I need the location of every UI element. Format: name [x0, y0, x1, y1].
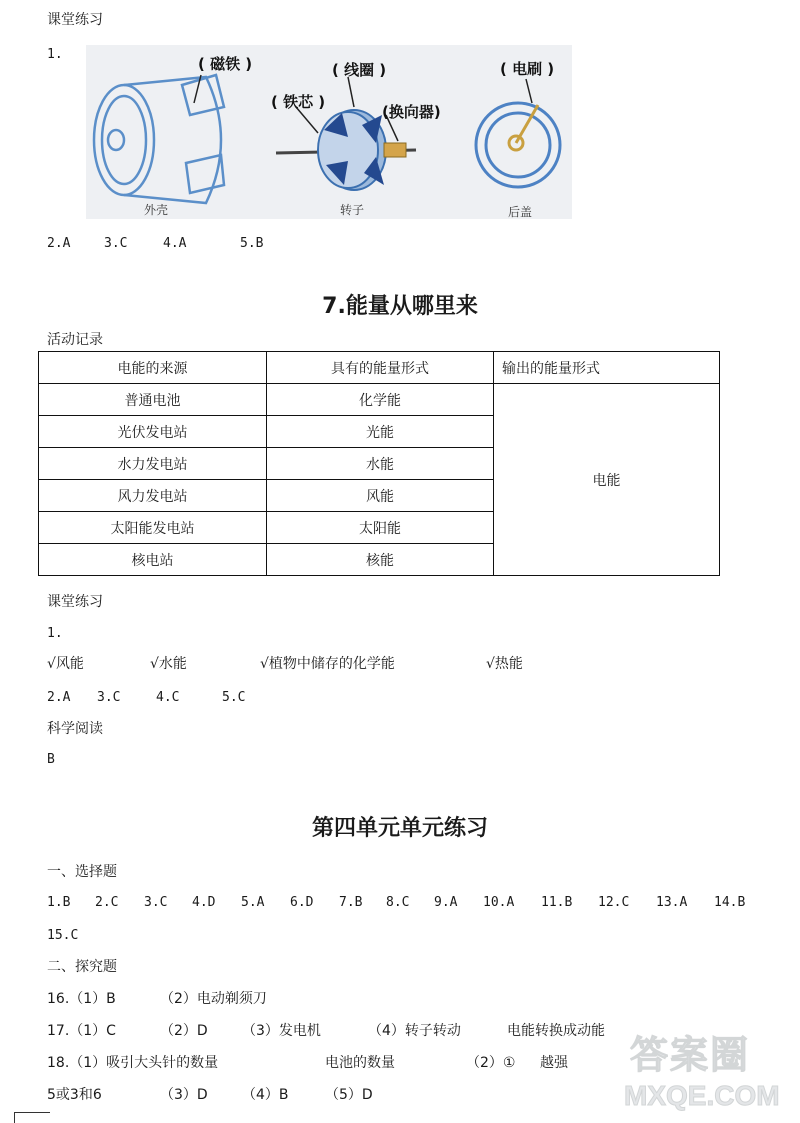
answer-17: （4）转子转动 — [368, 1023, 461, 1039]
answer: 3.C — [104, 236, 128, 251]
motor-figure — [86, 45, 572, 219]
answer-17: 电能转换成动能 — [507, 1023, 605, 1039]
caption-shell: 外壳 — [144, 203, 169, 217]
question-number: 1. — [47, 626, 63, 641]
answer-18-continued: （4）B — [242, 1087, 289, 1103]
energy-source-table — [38, 351, 720, 576]
answer: 2.A — [47, 690, 71, 705]
table-cell: 光能 — [267, 416, 494, 448]
section-header: 科学阅读 — [47, 721, 103, 737]
part-heading: 一、选择题 — [47, 864, 117, 880]
table-cell: 核电站 — [39, 544, 267, 576]
table-cell: 化学能 — [267, 384, 494, 416]
check-answer: √热能 — [486, 656, 523, 672]
answer-18-continued: （3）D — [160, 1087, 208, 1103]
answer-17: （3）发电机 — [242, 1023, 321, 1039]
choice-answer: 15.C — [47, 928, 79, 943]
table-cell: 水能 — [267, 448, 494, 480]
answer: 2.A — [47, 236, 71, 251]
check-answer: √风能 — [47, 656, 84, 672]
caption-rotor: 转子 — [340, 203, 365, 217]
answer: 4.C — [156, 690, 180, 705]
page-corner-mark — [14, 1112, 15, 1123]
choice-answer: 1.B — [47, 895, 71, 910]
answer-18: （2）① — [466, 1055, 516, 1071]
answer-16: （2）电动剃须刀 — [160, 991, 267, 1007]
output-energy-cell: 电能 — [494, 384, 720, 576]
table-header: 电能的来源 — [39, 352, 267, 384]
answer-17: 17.（1）C — [47, 1023, 116, 1039]
answer-18-continued: （5）D — [325, 1087, 373, 1103]
choice-answer: 9.A — [434, 895, 458, 910]
answer-16: 16.（1）B — [47, 991, 116, 1007]
answer: 4.A — [163, 236, 187, 251]
unit-title: 第四单元单元练习 — [311, 816, 488, 841]
watermark-url: MXQE.COM — [624, 1080, 780, 1111]
lesson-title: 7.能量从哪里来 — [322, 294, 478, 319]
choice-answer: 11.B — [541, 895, 573, 910]
table-cell: 太阳能发电站 — [39, 512, 267, 544]
choice-answer: 3.C — [144, 895, 168, 910]
choice-answer: 2.C — [95, 895, 119, 910]
page-corner-mark — [14, 1112, 50, 1113]
choice-answer: 5.A — [241, 895, 265, 910]
table-cell: 水力发电站 — [39, 448, 267, 480]
answer-18: 电池的数量 — [325, 1055, 395, 1071]
choice-answer: 7.B — [339, 895, 363, 910]
check-answer: √植物中储存的化学能 — [260, 656, 395, 672]
answer-18: 越强 — [540, 1055, 568, 1071]
answer: 5.C — [222, 690, 246, 705]
table-header: 输出的能量形式 — [494, 352, 720, 384]
check-answer: √水能 — [150, 656, 187, 672]
table-cell: 光伏发电站 — [39, 416, 267, 448]
table-cell: 太阳能 — [267, 512, 494, 544]
choice-answer: 12.C — [598, 895, 630, 910]
label-commutator: (换向器) — [382, 103, 441, 121]
label-iron-core: ( 铁芯 ) — [271, 93, 326, 111]
section-header: 课堂练习 — [47, 594, 103, 610]
label-coil: ( 线圈 ) — [332, 61, 387, 79]
choice-answer: 14.B — [714, 895, 746, 910]
caption-back-cover: 后盖 — [508, 205, 533, 219]
choice-answer: 10.A — [483, 895, 515, 910]
choice-answer: 6.D — [290, 895, 314, 910]
answer-18: 18.（1）吸引大头针的数量 — [47, 1055, 219, 1071]
choice-answer: 8.C — [386, 895, 410, 910]
answer: 5.B — [240, 236, 264, 251]
watermark-logo: 答案圈 — [630, 1033, 751, 1077]
label-magnet: ( 磁铁 ) — [198, 55, 253, 73]
answer: 3.C — [97, 690, 121, 705]
table-cell: 普通电池 — [39, 384, 267, 416]
section-header: 课堂练习 — [47, 12, 103, 28]
part-heading: 二、探究题 — [47, 959, 117, 975]
table-cell: 风能 — [267, 480, 494, 512]
table-cell: 风力发电站 — [39, 480, 267, 512]
table-cell: 核能 — [267, 544, 494, 576]
label-brush: ( 电刷 ) — [500, 60, 555, 78]
answer-18-continued: 5或3和6 — [47, 1087, 102, 1103]
answer-17: （2）D — [160, 1023, 208, 1039]
site-watermark — [622, 1022, 792, 1118]
answer: B — [47, 752, 55, 767]
activity-record-label: 活动记录 — [47, 332, 103, 348]
table-header: 具有的能量形式 — [267, 352, 494, 384]
choice-answer: 13.A — [656, 895, 688, 910]
question-number: 1. — [47, 47, 63, 62]
choice-answer: 4.D — [192, 895, 216, 910]
